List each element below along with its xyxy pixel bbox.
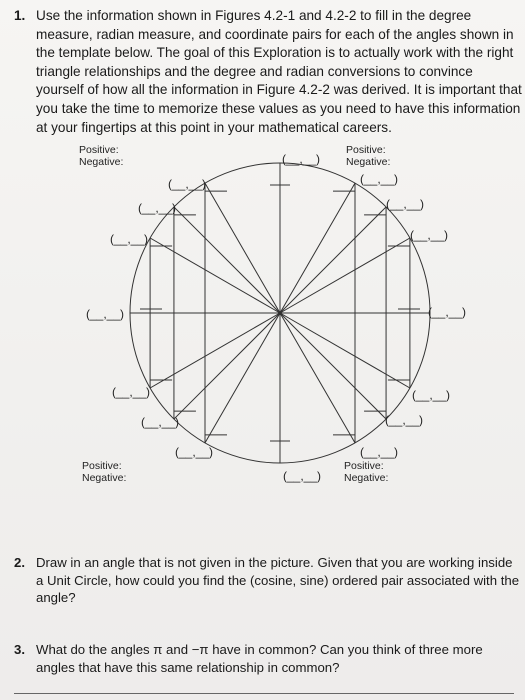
radius-line-30 — [280, 238, 410, 313]
bottom-divider — [14, 693, 514, 694]
top-left-positive-label: Positive: — [79, 144, 119, 156]
radius-line-120 — [205, 183, 280, 313]
coordinate-blank-300: (__,__) — [360, 445, 399, 459]
coordinate-blank-225: (__,__) — [141, 415, 180, 429]
coordinate-blank-30: (__,__) — [410, 228, 449, 242]
question-3-text: What do the angles π and −π have in common? Can you think of three more angles that have this same relationship in common? — [36, 642, 483, 675]
bottom-right-positive-label: Positive: — [344, 460, 384, 472]
coordinate-blank-0: (__,__) — [428, 305, 467, 319]
top-right-positive-label: Positive: — [346, 144, 386, 156]
question-1-number: 1. — [14, 8, 26, 23]
radius-line-315 — [280, 313, 386, 419]
radius-line-210 — [150, 313, 280, 388]
radius-line-225 — [174, 313, 280, 419]
coordinate-blank-120: (__,__) — [168, 177, 207, 191]
bottom-left-negative-label: Negative: — [82, 472, 127, 484]
question-3 — [14, 641, 522, 676]
question-3-number: 3. — [14, 642, 25, 657]
question-2 — [14, 554, 522, 607]
radius-line-135 — [174, 207, 280, 313]
coordinate-blank-135: (__,__) — [138, 201, 177, 215]
radius-line-240 — [205, 313, 280, 443]
radius-line-150 — [150, 238, 280, 313]
coordinate-blank-315: (__,__) — [385, 413, 424, 427]
radius-line-45 — [280, 207, 386, 313]
coordinate-blank-45: (__,__) — [386, 197, 425, 211]
coordinate-blank-330: (__,__) — [412, 388, 451, 402]
top-right-negative-label: Negative: — [346, 156, 391, 168]
radius-line-300 — [280, 313, 355, 443]
bottom-left-positive-label: Positive: — [82, 460, 122, 472]
coordinate-blank-90: (__,__) — [282, 152, 321, 166]
top-left-negative-label: Negative: — [79, 156, 124, 168]
radius-line-330 — [280, 313, 410, 388]
radius-line-60 — [280, 183, 355, 313]
coordinate-blank-240: (__,__) — [175, 445, 214, 459]
question-2-number: 2. — [14, 555, 25, 570]
coordinate-blank-150: (__,__) — [110, 232, 149, 246]
coordinate-blank-60: (__,__) — [360, 172, 399, 186]
bottom-right-negative-label: Negative: — [344, 472, 389, 484]
coordinate-blank-210: (__,__) — [112, 385, 151, 399]
coordinate-blank-180: (__,__) — [86, 307, 125, 321]
question-1-text: Use the information shown in Figures 4.2-1 and 4.2-2 to fill in the degree measure, radian measure, and coordinate pairs for each of the angles shown in the template below. The goal of this Exploration is to actually work with the right triangle relationships and the degree and radian conversions to convince yourself of how all the information in Figure 4.2-2 was derived. It is important that you take the time to memorize these values as you need to have this information at your fingertips at this point in your mathematical careers. — [36, 8, 522, 135]
coordinate-blank-270: (__,__) — [283, 469, 322, 483]
question-2-text: Draw in an angle that is not given in the picture. Given that you are working inside a Unit Circle, how could you find the (cosine, sine) ordered pair associated with the angle? — [36, 555, 520, 605]
